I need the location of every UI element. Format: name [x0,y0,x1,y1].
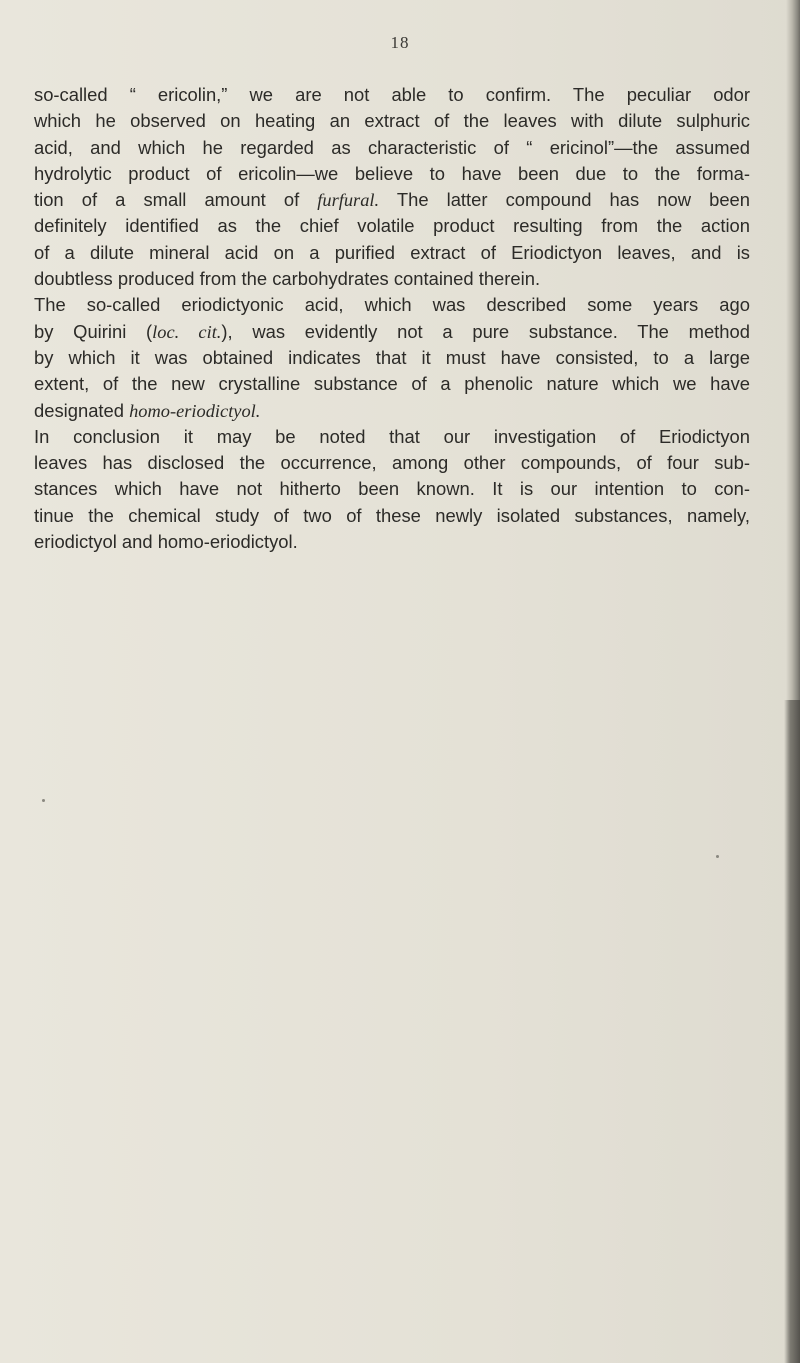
text-run: acid, and which he regarded as characteristic of “ ericinol”—the assumed [34,136,750,158]
text-run: tion of a small amount of [34,189,318,211]
text-run: leaves has disclosed the occurrence, among other compounds, of four sub- [34,452,750,474]
text-line [34,213,750,239]
page-edge-binding [784,700,800,1363]
text-run: extent, of the new crystalline substance of a phenolic nature which we have [34,373,750,395]
italic-run: furfural. [317,190,380,211]
text-run: by Quirini ( [34,320,153,342]
text-line [34,108,750,134]
text-line [34,398,750,424]
text-line [34,529,750,555]
text-line [34,135,750,161]
text-run: eriodictyol and homo-eriodictyol. [34,531,298,553]
text-run: The so-called eriodictyonic acid, which was described some years ago [34,294,750,316]
text-line [34,345,750,371]
text-run: of a dilute mineral acid on a purified extract of Eriodictyon leaves, and is [34,241,750,263]
text-line [34,450,750,476]
text-run: by which it was obtained indicates that it must have consisted, to a large [34,346,750,368]
text-line [34,424,750,450]
page-number: 18 [390,33,410,52]
text-run: In conclusion it may be noted that our investigation of Eriodictyon [34,425,750,447]
text-run: stances which have not hitherto been known. It is our intention to con- [34,478,750,500]
text-run: doubtless produced from the carbohydrates contained therein. [34,268,541,290]
text-run: designated [34,399,130,421]
text-run: hydrolytic product of ericolin—we believe to have been due to the forma- [34,162,750,184]
text-line [34,319,750,345]
text-line [34,187,750,213]
text-line [34,503,750,529]
paragraph [34,82,750,292]
text-line [34,240,750,266]
italic-run: homo-eriodictyol. [129,400,261,421]
paragraph [34,424,750,555]
text-run: so-called “ ericolin,” we are not able to confirm. The peculiar odor [34,84,750,105]
paragraph [34,292,750,423]
body-text [34,82,750,555]
text-line [34,82,750,108]
text-run: The latter compound has now been [379,189,750,211]
paper-speck [42,799,45,802]
text-run: definitely identified as the chief volatile product resulting from the action [34,215,750,237]
text-line [34,161,750,187]
text-run: tinue the chemical study of two of these newly isolated substances, namely, [34,504,750,526]
text-line [34,266,750,292]
text-run: which he observed on heating an extract of the leaves with dilute sulphuric [34,110,750,132]
paper-speck [716,855,719,858]
text-line [34,292,750,318]
italic-run: loc. cit. [152,321,222,342]
text-line [34,371,750,397]
text-line [34,476,750,502]
text-run: ), was evidently not a pure substance. The method [221,320,750,342]
